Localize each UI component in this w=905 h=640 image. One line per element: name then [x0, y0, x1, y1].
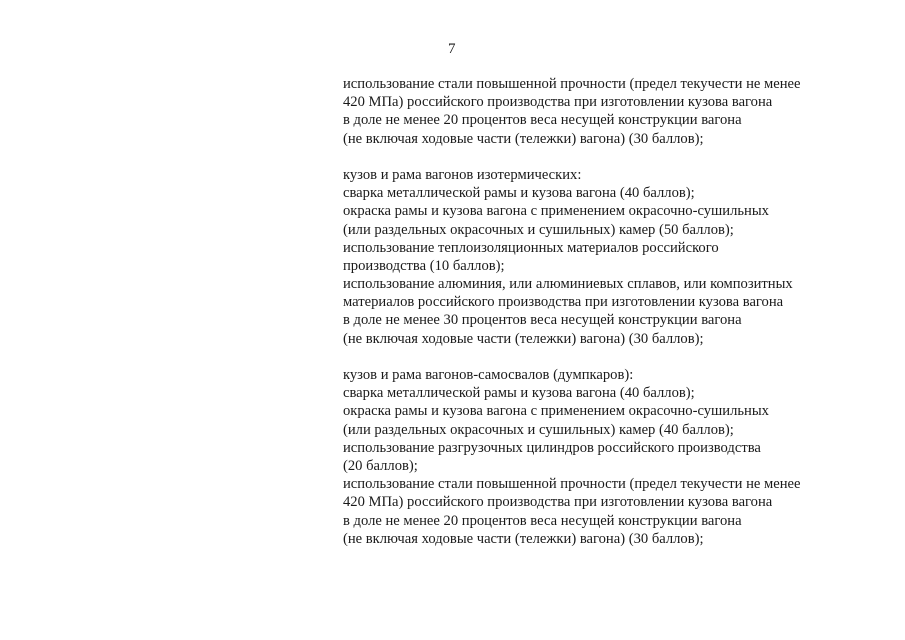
text-line: использование стали повышенной прочности (предел текучести не менее — [343, 476, 801, 493]
paragraph-isothermal-wagons — [343, 166, 883, 348]
text-line: кузов и рама вагонов-самосвалов (думпкаров): — [343, 367, 634, 383]
paragraph-gap — [343, 148, 883, 166]
text-line: в доле не менее 20 процентов веса несущей конструкции вагона — [343, 512, 742, 529]
page-number: 7 — [448, 41, 456, 57]
text-line: кузов и рама вагонов изотермических: — [343, 166, 582, 183]
text-line: в доле не менее 30 процентов веса несущей конструкции вагона — [343, 312, 742, 329]
text-line: (не включая ходовые части (тележки) вагона) (30 баллов); — [343, 330, 704, 347]
text-line: сварка металлической рамы и кузова вагона (40 баллов); — [343, 185, 695, 202]
paragraph-gap — [343, 348, 883, 366]
text-line: (не включая ходовые части (тележки) вагона) (30 баллов); — [343, 530, 704, 547]
text-line: (не включая ходовые части (тележки) вагона) (30 баллов); — [343, 130, 704, 147]
text-line: производства (10 баллов); — [343, 257, 505, 274]
text-line: (20 баллов); — [343, 457, 418, 474]
text-line: использование стали повышенной прочности (предел текучести не менее — [343, 76, 801, 92]
text-line: окраска рамы и кузова вагона с применением окрасочно-сушильных — [343, 403, 769, 420]
text-line: (или раздельных окрасочных и сушильных) камер (50 баллов); — [343, 221, 734, 238]
paragraph-dumpcar-wagons — [343, 366, 883, 548]
document-body — [343, 75, 883, 548]
text-line: (или раздельных окрасочных и сушильных) камер (40 баллов); — [343, 421, 734, 438]
text-line: материалов российского производства при изготовлении кузова вагона — [343, 294, 784, 311]
text-line: использование теплоизоляционных материалов российского — [343, 239, 719, 256]
text-line: использование разгрузочных цилиндров российского производства — [343, 439, 761, 456]
text-line: использование алюминия, или алюминиевых сплавов, или композитных — [343, 276, 793, 293]
text-line: окраска рамы и кузова вагона с применением окрасочно-сушильных — [343, 203, 769, 220]
paragraph-steel-strength — [343, 75, 883, 148]
text-line: сварка металлической рамы и кузова вагона (40 баллов); — [343, 385, 695, 402]
text-line: 420 МПа) российского производства при изготовлении кузова вагона — [343, 494, 773, 511]
text-line: 420 МПа) российского производства при изготовлении кузова вагона — [343, 94, 773, 111]
text-line: в доле не менее 20 процентов веса несущей конструкции вагона — [343, 112, 742, 129]
